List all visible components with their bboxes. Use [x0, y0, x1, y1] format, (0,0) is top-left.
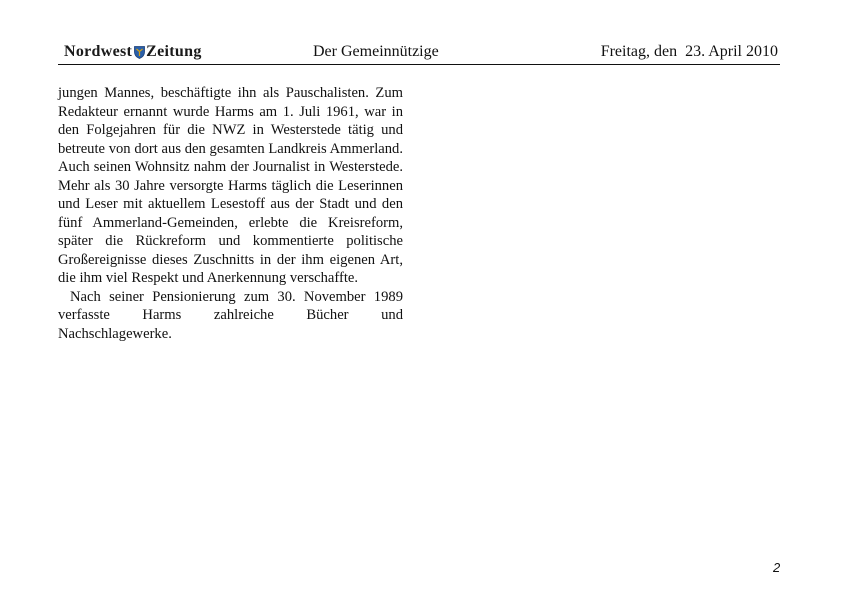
crest-icon [134, 46, 145, 59]
page-number: 2 [773, 560, 781, 575]
newspaper-logo [64, 43, 202, 61]
article-paragraph: jungen Mannes, beschäftigte ihn als Pauschalisten. Zum Redakteur ernannt wurde Harms am 1. Juli 1961, war in den Folgejahren für die NWZ in Westerstede tätig und betreute von dort aus den gesamten Landkreis Ammerland. Auch seinen Wohnsitz nahm der Journalist in Westerstede. Mehr als 30 Jahre versorgte Harms täglich die Leserinnen und Leser mit aktuellem Lesestoff aus der Stadt und den fünf Ammerland-Gemeinden, erlebte die Kreisreform, später die Rückreform und kommentierte politische Großereignisse dieses Zuschnitts in der ihm eigenen Art, die ihm viel Respekt und Anerkennung verschaffte. [58, 85, 403, 286]
article-body [58, 84, 403, 343]
logo-text-nordwest: Nordwest [64, 43, 133, 60]
page-header [58, 40, 780, 65]
section-title: Der Gemeinnützige [313, 43, 439, 60]
logo-text-zeitung: Zeitung [146, 43, 202, 60]
issue-date: Freitag, den 23. April 2010 [600, 43, 778, 60]
article-paragraph: Nach seiner Pensionierung zum 30. November 1989 verfasste Harms zahlreiche Bücher und Nachschlagewerke. [58, 288, 403, 342]
